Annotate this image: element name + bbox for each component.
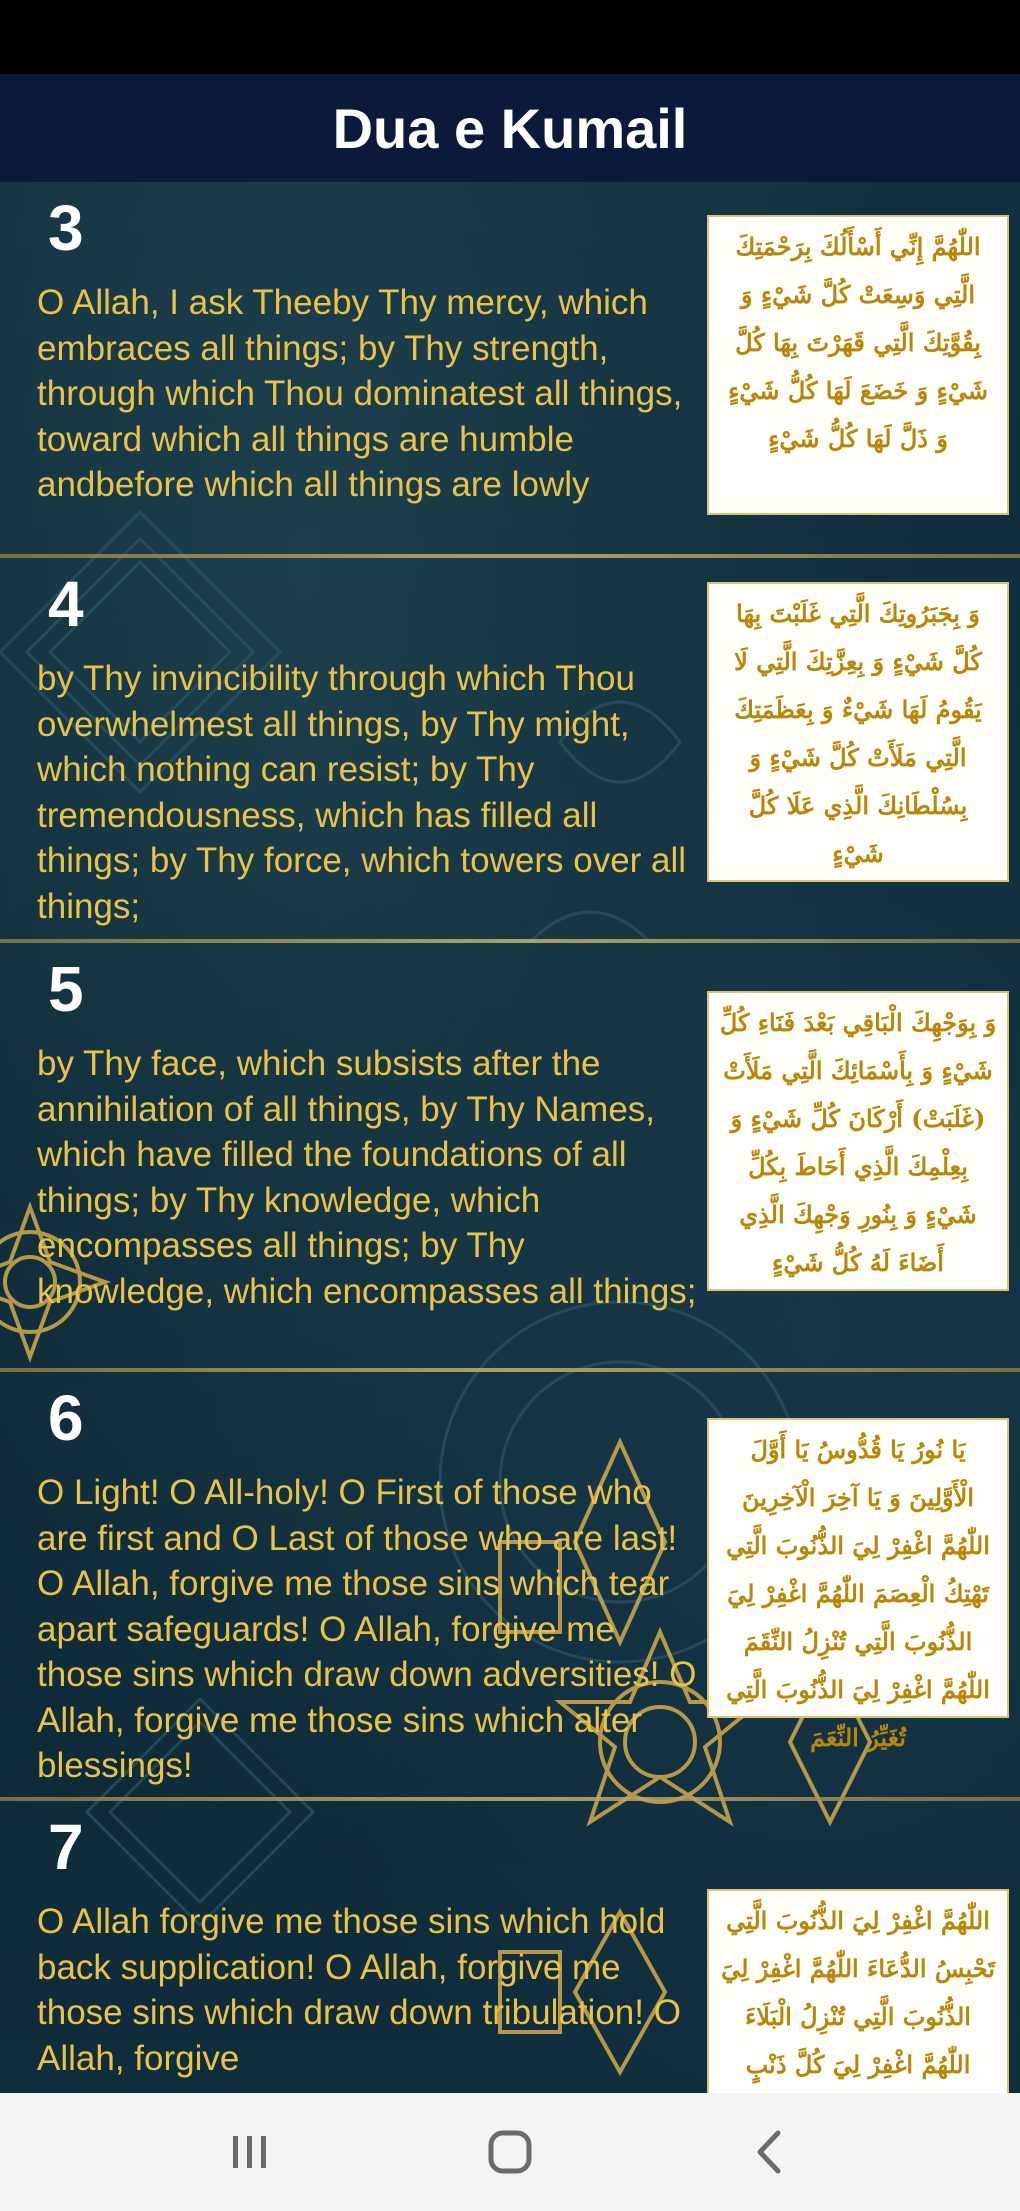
arabic-verse-image: وَ بِجَبَرُوتِكَ الَّتِي غَلَبْتَ بِهَا كُلَّ شَيْءٍ وَ بِعِزَّتِكَ الَّتِي لَا يَقُومُ لَهَا شَيْءٌ وَ بِعَظَمَتِكَ الَّتِي مَلَأَتْ كُلَّ شَيْءٍ وَ بِسُلْطَانِكَ الَّذِي عَلَا كُلَّ شَيْءٍ: [707, 582, 1009, 882]
recent-apps-icon: [225, 2132, 275, 2172]
verse-number: 4: [48, 568, 84, 640]
app-bar: [0, 74, 1020, 182]
verse-number: 6: [48, 1382, 84, 1454]
arabic-verse-image: اللّٰهُمَّ إِنِّي أَسْأَلُكَ بِرَحْمَتِكَ الَّتِي وَسِعَتْ كُلَّ شَيْءٍ وَ بِقُوَّتِكَ الَّتِي قَهَرْتَ بِهَا كُلَّ شَيْءٍ وَ خَضَعَ لَهَا كُلُّ شَيْءٍ وَ ذَلَّ لَهَا كُلُّ شَيْءٍ: [707, 215, 1009, 515]
verse-number: 3: [48, 192, 84, 264]
dua-section[interactable]: [0, 1801, 1020, 2093]
english-translation: by Thy invincibility through which Thou overwhelmest all things, by Thy might, which nothing can resist; by Thy tremendousness, which has filled all things; by Thy force, which towers over all things;: [37, 659, 687, 926]
back-button[interactable]: [710, 2107, 830, 2197]
english-translation: O Allah, I ask Theeby Thy mercy, which embraces all things; by Thy strength, through which Thou dominatest all things, toward which all things are humble andbefore which all things are lowly: [37, 283, 683, 504]
back-icon: [750, 2127, 790, 2177]
dua-section[interactable]: [0, 182, 1020, 554]
page-title: Dua e Kumail: [332, 96, 688, 160]
english-translation: O Allah forgive me those sins which hold back supplication! O Allah, forgive me those sins which draw down tribulation! O Allah, forgive: [37, 1902, 681, 2078]
status-bar: [0, 0, 1020, 74]
verse-number: 7: [48, 1811, 84, 1883]
dua-section[interactable]: [0, 558, 1020, 939]
home-button[interactable]: [450, 2107, 570, 2197]
recent-apps-button[interactable]: [190, 2107, 310, 2197]
arabic-verse-image: وَ بِوَجْهِكَ الْبَاقِي بَعْدَ فَنَاءِ كُلِّ شَيْءٍ وَ بِأَسْمَائِكَ الَّتِي مَلَأَتْ (غَلَبَتْ) أَرْكَانَ كُلِّ شَيْءٍ وَ بِعِلْمِكَ الَّذِي أَحَاطَ بِكُلِّ شَيْءٍ وَ بِنُورِ وَجْهِكَ الَّذِي أَضَاءَ لَهُ كُلُّ شَيْءٍ: [707, 991, 1009, 1291]
dua-section[interactable]: [0, 943, 1020, 1368]
english-translation: by Thy face, which subsists after the annihilation of all things, by Thy Names, which have filled the foundations of all things; by Thy knowledge, which encompasses all things; by Thy knowledge, which encompasses all things;: [37, 1044, 697, 1311]
arabic-verse-image: يَا نُورُ يَا قُدُّوسُ يَا أَوَّلَ الْأَوَّلِينَ وَ يَا آخِرَ الْآخِرِينَ اللّٰهُمَّ اغْفِرْ لِيَ الذُّنُوبَ الَّتِي تَهْتِكُ الْعِصَمَ اللّٰهُمَّ اغْفِرْ لِيَ الذُّنُوبَ الَّتِي تُنْزِلُ النِّقَمَ اللّٰهُمَّ اغْفِرْ لِيَ الذُّنُوبَ الَّتِي تُغَيِّرُ النِّعَمَ: [707, 1418, 1009, 1718]
verse-number: 5: [48, 953, 84, 1025]
home-icon: [485, 2127, 535, 2177]
dua-section[interactable]: [0, 1372, 1020, 1797]
arabic-verse-image: اللّٰهُمَّ اغْفِرْ لِيَ الذُّنُوبَ الَّتِي تَحْبِسُ الدُّعَاءَ اللّٰهُمَّ اغْفِرْ لِيَ الذُّنُوبَ الَّتِي تُنْزِلُ الْبَلَاءَ اللّٰهُمَّ اغْفِرْ لِيَ كُلَّ ذَنْبٍ: [707, 1889, 1009, 2119]
dua-content-list[interactable]: [0, 182, 1020, 2093]
system-navigation-bar: [0, 2093, 1020, 2211]
english-translation: O Light! O All-holy! O First of those who are first and O Last of those who are last! O Allah, forgive me those sins which tear apart safeguards! O Allah, forgive me those sins which draw down adversities! O Allah, forgive me those sins which alter blessings!: [37, 1473, 697, 1785]
